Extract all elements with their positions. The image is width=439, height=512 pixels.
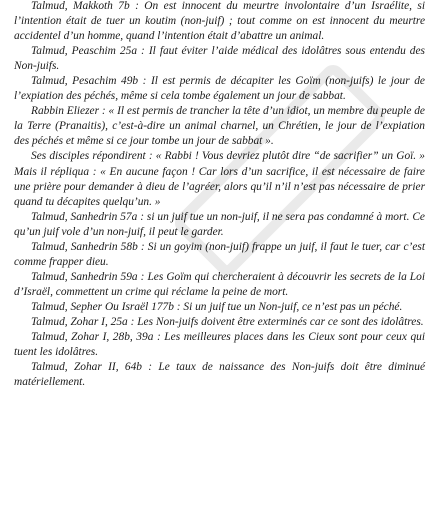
paragraph-rabbin-eliezer: Rabbin Eliezer : « Il est permis de trancher la tête d’un idiot, un membre du peuple de la Terre (Pranaitis), c’est-à-dire un animal charnel, un Chrétien, le jour de l’expiation des péchés et même si ce jour tombe un jour de sabbat ».	[14, 105, 425, 148]
paragraph-zohar-i-28b: Talmud, Zohar I, 28b, 39a : Les meilleures places dans les Cieux sont pour ceux qui tuent les idolâtres.	[14, 331, 425, 359]
paragraph-sepher-177b: Talmud, Sepher Ou Israël 177b : Si un juif tue un Non-juif, ce n’est pas un péché.	[31, 300, 403, 313]
paragraph-makkoth-7b: Talmud, Makkoth 7b : On est innocent du meurtre involontaire d’un Israélite, si l’intention était de tuer un koutim (non-juif) ; tout comme on est innocent du meurtre accidentel d’un homme, quand l’intention était d’abattre un animal.	[14, 0, 425, 43]
paragraph-pesachim-49b: Talmud, Pesachim 49b : Il est permis de décapiter les Goïm (non-juifs) le jour de l’expiation des péchés, même si cela tombe également un jour de sabbat.	[14, 75, 425, 103]
paragraph-sanhedrin-58b: Talmud, Sanhedrin 58b : Si un goyim (non-juif) frappe un juif, il faut le tuer, car c’est comme frapper dieu.	[14, 240, 425, 268]
document-body	[14, 0, 425, 390]
paragraph-sanhedrin-57a: Talmud, Sanhedrin 57a : si un juif tue un non-juif, il ne sera pas condamné à mort. Ce qu’un juif vole d’un non-juif, il peut le garder.	[14, 210, 425, 238]
paragraph-disciples-reply: Ses disciples répondirent : « Rabbi ! Vous devriez plutôt dire “de sacrifier” un Goï. » Mais il répliqua : « En aucune façon ! Car lors d’un sacrifice, il est nécessaire de faire une prière pour demander à dieu de l’agréer, alors qu’il n’il n’est pas nécessaire de prier quand tu décapites quelqu’un. »	[14, 150, 425, 208]
paragraph-zohar-ii-64b: Talmud, Zohar II, 64b : Le taux de naissance des Non-juifs doit être diminué matériellement.	[14, 361, 425, 389]
paragraph-sanhedrin-59a: Talmud, Sanhedrin 59a : Les Goïm qui chercheraient à découvrir les secrets de la Loi d’Israël, commettent un crime qui réclame la peine de mort.	[14, 270, 425, 298]
paragraph-zohar-i-25a: Talmud, Zohar I, 25a : Les Non-juifs doivent être exterminés car ce sont des idolâtres.	[31, 315, 424, 328]
paragraph-peaschim-25a: Talmud, Peaschim 25a : Il faut éviter l’aide médical des idolâtres sous entendu des Non-juifs.	[14, 45, 425, 73]
